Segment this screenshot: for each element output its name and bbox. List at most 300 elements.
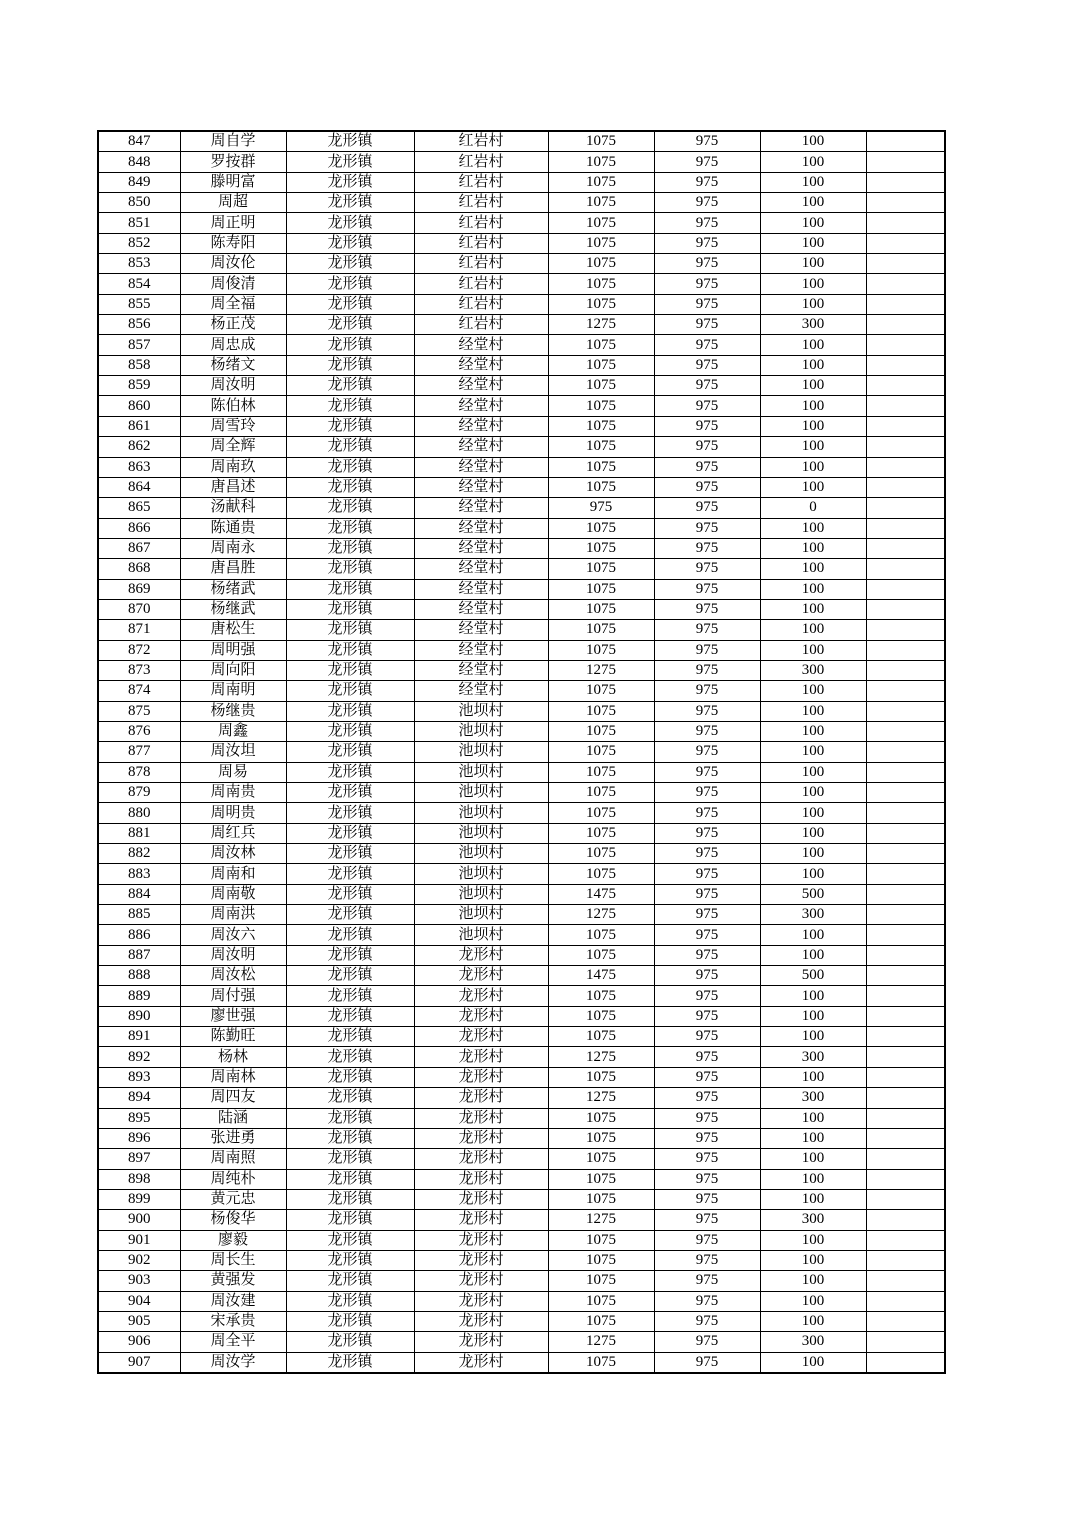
person-name-cell: 罗按群: [180, 152, 286, 172]
village-cell: 红岩村: [414, 213, 548, 233]
town-cell: 龙形镇: [286, 1210, 414, 1230]
village-cell: 龙形村: [414, 966, 548, 986]
amount-difference-cell: 100: [760, 1108, 866, 1128]
amount-base-cell: 975: [654, 579, 760, 599]
table-row: [98, 1128, 945, 1148]
village-cell: 经堂村: [414, 660, 548, 680]
amount-difference-cell: 100: [760, 864, 866, 884]
table-row: [98, 1047, 945, 1067]
amount-base-cell: 975: [654, 1149, 760, 1169]
amount-total-cell: 1075: [548, 823, 654, 843]
table-row: [98, 966, 945, 986]
town-cell: 龙形镇: [286, 172, 414, 192]
amount-difference-cell: 300: [760, 905, 866, 925]
village-cell: 龙形村: [414, 1027, 548, 1047]
town-cell: 龙形镇: [286, 457, 414, 477]
amount-base-cell: 975: [654, 254, 760, 274]
town-cell: 龙形镇: [286, 1128, 414, 1148]
village-cell: 经堂村: [414, 498, 548, 518]
row-number-cell: 874: [98, 681, 180, 701]
person-name-cell: 周南玖: [180, 457, 286, 477]
person-name-cell: 周四友: [180, 1088, 286, 1108]
amount-difference-cell: 300: [760, 1332, 866, 1352]
amount-total-cell: 1075: [548, 1230, 654, 1250]
amount-difference-cell: 100: [760, 559, 866, 579]
table-row: [98, 1271, 945, 1291]
table-row: [98, 131, 945, 152]
remark-cell: [866, 193, 945, 213]
remark-cell: [866, 701, 945, 721]
town-cell: 龙形镇: [286, 131, 414, 152]
town-cell: 龙形镇: [286, 1047, 414, 1067]
village-cell: 龙形村: [414, 1047, 548, 1067]
amount-total-cell: 1075: [548, 193, 654, 213]
amount-difference-cell: 300: [760, 315, 866, 335]
town-cell: 龙形镇: [286, 1149, 414, 1169]
amount-total-cell: 1075: [548, 1189, 654, 1209]
amount-difference-cell: 100: [760, 518, 866, 538]
person-name-cell: 周南敬: [180, 884, 286, 904]
town-cell: 龙形镇: [286, 1250, 414, 1270]
row-number-cell: 863: [98, 457, 180, 477]
town-cell: 龙形镇: [286, 538, 414, 558]
remark-cell: [866, 620, 945, 640]
table-row: [98, 1230, 945, 1250]
row-number-cell: 893: [98, 1067, 180, 1087]
town-cell: 龙形镇: [286, 1332, 414, 1352]
amount-total-cell: 1075: [548, 1149, 654, 1169]
table-row: [98, 1108, 945, 1128]
town-cell: 龙形镇: [286, 315, 414, 335]
person-name-cell: 周长生: [180, 1250, 286, 1270]
village-cell: 红岩村: [414, 254, 548, 274]
amount-difference-cell: 300: [760, 1088, 866, 1108]
town-cell: 龙形镇: [286, 905, 414, 925]
amount-difference-cell: 100: [760, 1027, 866, 1047]
village-cell: 红岩村: [414, 294, 548, 314]
table-row: [98, 1149, 945, 1169]
amount-difference-cell: 100: [760, 1311, 866, 1331]
amount-difference-cell: 100: [760, 1271, 866, 1291]
person-name-cell: 周汝坦: [180, 742, 286, 762]
row-number-cell: 862: [98, 437, 180, 457]
amount-base-cell: 975: [654, 396, 760, 416]
row-number-cell: 892: [98, 1047, 180, 1067]
table-row: [98, 355, 945, 375]
table-row: [98, 599, 945, 619]
person-name-cell: 周汝林: [180, 844, 286, 864]
row-number-cell: 875: [98, 701, 180, 721]
person-name-cell: 陆涵: [180, 1108, 286, 1128]
remark-cell: [866, 559, 945, 579]
amount-difference-cell: 100: [760, 803, 866, 823]
table-row: [98, 1006, 945, 1026]
amount-total-cell: 1075: [548, 152, 654, 172]
remark-cell: [866, 355, 945, 375]
town-cell: 龙形镇: [286, 355, 414, 375]
amount-difference-cell: 100: [760, 1169, 866, 1189]
person-name-cell: 周自学: [180, 131, 286, 152]
village-cell: 池坝村: [414, 823, 548, 843]
amount-total-cell: 1075: [548, 437, 654, 457]
table-row: [98, 518, 945, 538]
row-number-cell: 880: [98, 803, 180, 823]
amount-total-cell: 975: [548, 498, 654, 518]
amount-total-cell: 1075: [548, 233, 654, 253]
village-cell: 龙形村: [414, 1352, 548, 1373]
amount-base-cell: 975: [654, 701, 760, 721]
table-row: [98, 416, 945, 436]
amount-base-cell: 975: [654, 457, 760, 477]
town-cell: 龙形镇: [286, 1027, 414, 1047]
table-row: [98, 1189, 945, 1209]
amount-total-cell: 1075: [548, 376, 654, 396]
amount-total-cell: 1075: [548, 396, 654, 416]
table-row: [98, 925, 945, 945]
table-row: [98, 1169, 945, 1189]
amount-base-cell: 975: [654, 1230, 760, 1250]
row-number-cell: 886: [98, 925, 180, 945]
amount-base-cell: 975: [654, 1027, 760, 1047]
amount-base-cell: 975: [654, 905, 760, 925]
amount-total-cell: 1075: [548, 640, 654, 660]
village-cell: 经堂村: [414, 437, 548, 457]
town-cell: 龙形镇: [286, 803, 414, 823]
remark-cell: [866, 1271, 945, 1291]
amount-difference-cell: 100: [760, 640, 866, 660]
village-cell: 龙形村: [414, 945, 548, 965]
person-name-cell: 陈通贵: [180, 518, 286, 538]
table-row: [98, 620, 945, 640]
town-cell: 龙形镇: [286, 213, 414, 233]
row-number-cell: 890: [98, 1006, 180, 1026]
person-name-cell: 宋承贵: [180, 1311, 286, 1331]
row-number-cell: 879: [98, 783, 180, 803]
amount-difference-cell: 100: [760, 579, 866, 599]
remark-cell: [866, 172, 945, 192]
table-row: [98, 315, 945, 335]
table-row: [98, 437, 945, 457]
town-cell: 龙形镇: [286, 721, 414, 741]
amount-base-cell: 975: [654, 844, 760, 864]
remark-cell: [866, 1047, 945, 1067]
town-cell: 龙形镇: [286, 823, 414, 843]
table-row: [98, 152, 945, 172]
amount-difference-cell: 100: [760, 416, 866, 436]
amount-base-cell: 975: [654, 1108, 760, 1128]
remark-cell: [866, 294, 945, 314]
amount-total-cell: 1075: [548, 416, 654, 436]
person-name-cell: 杨绪武: [180, 579, 286, 599]
town-cell: 龙形镇: [286, 1189, 414, 1209]
remark-cell: [866, 1352, 945, 1373]
person-name-cell: 周俊清: [180, 274, 286, 294]
person-name-cell: 杨林: [180, 1047, 286, 1067]
person-name-cell: 滕明富: [180, 172, 286, 192]
amount-total-cell: 1075: [548, 925, 654, 945]
village-cell: 红岩村: [414, 131, 548, 152]
amount-base-cell: 975: [654, 437, 760, 457]
table-row: [98, 233, 945, 253]
amount-difference-cell: 100: [760, 783, 866, 803]
amount-base-cell: 975: [654, 966, 760, 986]
amount-difference-cell: 100: [760, 945, 866, 965]
table-row: [98, 823, 945, 843]
amount-total-cell: 1075: [548, 1291, 654, 1311]
remark-cell: [866, 376, 945, 396]
town-cell: 龙形镇: [286, 193, 414, 213]
amount-total-cell: 1075: [548, 294, 654, 314]
person-name-cell: 黄元忠: [180, 1189, 286, 1209]
amount-total-cell: 1075: [548, 620, 654, 640]
village-cell: 池坝村: [414, 742, 548, 762]
table-row: [98, 498, 945, 518]
table-row: [98, 172, 945, 192]
town-cell: 龙形镇: [286, 844, 414, 864]
row-number-cell: 900: [98, 1210, 180, 1230]
row-number-cell: 849: [98, 172, 180, 192]
village-cell: 经堂村: [414, 355, 548, 375]
village-cell: 龙形村: [414, 1149, 548, 1169]
town-cell: 龙形镇: [286, 437, 414, 457]
person-name-cell: 汤献科: [180, 498, 286, 518]
town-cell: 龙形镇: [286, 1006, 414, 1026]
town-cell: 龙形镇: [286, 783, 414, 803]
row-number-cell: 896: [98, 1128, 180, 1148]
town-cell: 龙形镇: [286, 599, 414, 619]
row-number-cell: 899: [98, 1189, 180, 1209]
remark-cell: [866, 1067, 945, 1087]
amount-difference-cell: 100: [760, 1250, 866, 1270]
amount-base-cell: 975: [654, 233, 760, 253]
village-cell: 池坝村: [414, 803, 548, 823]
person-name-cell: 周汝明: [180, 945, 286, 965]
amount-base-cell: 975: [654, 1067, 760, 1087]
table-row: [98, 1027, 945, 1047]
remark-cell: [866, 986, 945, 1006]
village-cell: 龙形村: [414, 1189, 548, 1209]
person-name-cell: 周汝建: [180, 1291, 286, 1311]
amount-base-cell: 975: [654, 803, 760, 823]
row-number-cell: 906: [98, 1332, 180, 1352]
person-name-cell: 周红兵: [180, 823, 286, 843]
town-cell: 龙形镇: [286, 233, 414, 253]
person-name-cell: 周付强: [180, 986, 286, 1006]
village-cell: 经堂村: [414, 640, 548, 660]
amount-difference-cell: 100: [760, 1230, 866, 1250]
amount-difference-cell: 100: [760, 1067, 866, 1087]
village-cell: 龙形村: [414, 1250, 548, 1270]
amount-total-cell: 1075: [548, 721, 654, 741]
table-row: [98, 1332, 945, 1352]
row-number-cell: 903: [98, 1271, 180, 1291]
village-cell: 池坝村: [414, 701, 548, 721]
table-row: [98, 579, 945, 599]
table-row: [98, 213, 945, 233]
amount-base-cell: 975: [654, 823, 760, 843]
amount-difference-cell: 100: [760, 620, 866, 640]
remark-cell: [866, 803, 945, 823]
person-name-cell: 陈寿阳: [180, 233, 286, 253]
amount-total-cell: 1075: [548, 864, 654, 884]
person-name-cell: 唐昌述: [180, 477, 286, 497]
village-cell: 经堂村: [414, 376, 548, 396]
amount-base-cell: 975: [654, 742, 760, 762]
table-row: [98, 945, 945, 965]
remark-cell: [866, 518, 945, 538]
row-number-cell: 905: [98, 1311, 180, 1331]
table-row: [98, 538, 945, 558]
amount-base-cell: 975: [654, 640, 760, 660]
amount-difference-cell: 100: [760, 152, 866, 172]
remark-cell: [866, 457, 945, 477]
remark-cell: [866, 742, 945, 762]
remark-cell: [866, 538, 945, 558]
person-name-cell: 廖世强: [180, 1006, 286, 1026]
person-name-cell: 周南照: [180, 1149, 286, 1169]
amount-total-cell: 1075: [548, 213, 654, 233]
remark-cell: [866, 335, 945, 355]
remark-cell: [866, 1128, 945, 1148]
person-name-cell: 周正明: [180, 213, 286, 233]
person-name-cell: 周明贵: [180, 803, 286, 823]
table-row: [98, 803, 945, 823]
remark-cell: [866, 1332, 945, 1352]
remark-cell: [866, 925, 945, 945]
amount-base-cell: 975: [654, 1291, 760, 1311]
village-cell: 龙形村: [414, 1291, 548, 1311]
remark-cell: [866, 1149, 945, 1169]
town-cell: 龙形镇: [286, 1352, 414, 1373]
amount-base-cell: 975: [654, 925, 760, 945]
amount-total-cell: 1075: [548, 131, 654, 152]
amount-base-cell: 975: [654, 864, 760, 884]
village-cell: 红岩村: [414, 315, 548, 335]
table-row: [98, 864, 945, 884]
amount-total-cell: 1075: [548, 335, 654, 355]
table-row: [98, 1210, 945, 1230]
person-name-cell: 陈勤旺: [180, 1027, 286, 1047]
remark-cell: [866, 274, 945, 294]
amount-total-cell: 1075: [548, 986, 654, 1006]
table-row: [98, 1352, 945, 1373]
amount-total-cell: 1075: [548, 599, 654, 619]
person-name-cell: 杨继武: [180, 599, 286, 619]
amount-base-cell: 975: [654, 131, 760, 152]
row-number-cell: 878: [98, 762, 180, 782]
remark-cell: [866, 1250, 945, 1270]
amount-difference-cell: 100: [760, 193, 866, 213]
remark-cell: [866, 905, 945, 925]
person-name-cell: 周忠成: [180, 335, 286, 355]
row-number-cell: 873: [98, 660, 180, 680]
row-number-cell: 856: [98, 315, 180, 335]
row-number-cell: 884: [98, 884, 180, 904]
row-number-cell: 858: [98, 355, 180, 375]
amount-difference-cell: 500: [760, 884, 866, 904]
table-row: [98, 660, 945, 680]
village-cell: 池坝村: [414, 925, 548, 945]
amount-base-cell: 975: [654, 1189, 760, 1209]
amount-base-cell: 975: [654, 376, 760, 396]
person-name-cell: 张进勇: [180, 1128, 286, 1148]
village-cell: 红岩村: [414, 274, 548, 294]
amount-difference-cell: 100: [760, 335, 866, 355]
amount-base-cell: 975: [654, 1006, 760, 1026]
row-number-cell: 865: [98, 498, 180, 518]
table-row: [98, 335, 945, 355]
remark-cell: [866, 681, 945, 701]
town-cell: 龙形镇: [286, 498, 414, 518]
remark-cell: [866, 884, 945, 904]
person-name-cell: 周汝伦: [180, 254, 286, 274]
remark-cell: [866, 1291, 945, 1311]
amount-total-cell: 1275: [548, 660, 654, 680]
remark-cell: [866, 599, 945, 619]
person-name-cell: 周明强: [180, 640, 286, 660]
remark-cell: [866, 945, 945, 965]
amount-difference-cell: 100: [760, 762, 866, 782]
person-name-cell: 杨俊华: [180, 1210, 286, 1230]
town-cell: 龙形镇: [286, 945, 414, 965]
town-cell: 龙形镇: [286, 294, 414, 314]
amount-base-cell: 975: [654, 1352, 760, 1373]
village-cell: 经堂村: [414, 559, 548, 579]
town-cell: 龙形镇: [286, 376, 414, 396]
village-cell: 红岩村: [414, 193, 548, 213]
amount-total-cell: 1075: [548, 1128, 654, 1148]
town-cell: 龙形镇: [286, 1067, 414, 1087]
amount-difference-cell: 100: [760, 1291, 866, 1311]
village-cell: 龙形村: [414, 1006, 548, 1026]
village-cell: 龙形村: [414, 1332, 548, 1352]
table-row: [98, 844, 945, 864]
town-cell: 龙形镇: [286, 925, 414, 945]
remark-cell: [866, 1027, 945, 1047]
village-cell: 池坝村: [414, 844, 548, 864]
town-cell: 龙形镇: [286, 986, 414, 1006]
amount-difference-cell: 100: [760, 599, 866, 619]
village-cell: 龙形村: [414, 1108, 548, 1128]
amount-base-cell: 975: [654, 315, 760, 335]
village-cell: 红岩村: [414, 152, 548, 172]
remark-cell: [866, 844, 945, 864]
amount-difference-cell: 100: [760, 233, 866, 253]
town-cell: 龙形镇: [286, 559, 414, 579]
amount-base-cell: 975: [654, 274, 760, 294]
amount-total-cell: 1275: [548, 1210, 654, 1230]
amount-base-cell: 975: [654, 1169, 760, 1189]
amount-total-cell: 1075: [548, 1169, 654, 1189]
table-row: [98, 1088, 945, 1108]
remark-cell: [866, 1169, 945, 1189]
amount-total-cell: 1075: [548, 1006, 654, 1026]
remark-cell: [866, 1088, 945, 1108]
amount-total-cell: 1075: [548, 1352, 654, 1373]
amount-total-cell: 1075: [548, 518, 654, 538]
village-cell: 经堂村: [414, 681, 548, 701]
table-row: [98, 1291, 945, 1311]
town-cell: 龙形镇: [286, 762, 414, 782]
table-row: [98, 762, 945, 782]
data-table: [97, 130, 946, 1374]
table-row: [98, 274, 945, 294]
amount-difference-cell: 100: [760, 274, 866, 294]
person-name-cell: 廖毅: [180, 1230, 286, 1250]
remark-cell: [866, 416, 945, 436]
amount-difference-cell: 100: [760, 294, 866, 314]
amount-total-cell: 1075: [548, 1311, 654, 1331]
